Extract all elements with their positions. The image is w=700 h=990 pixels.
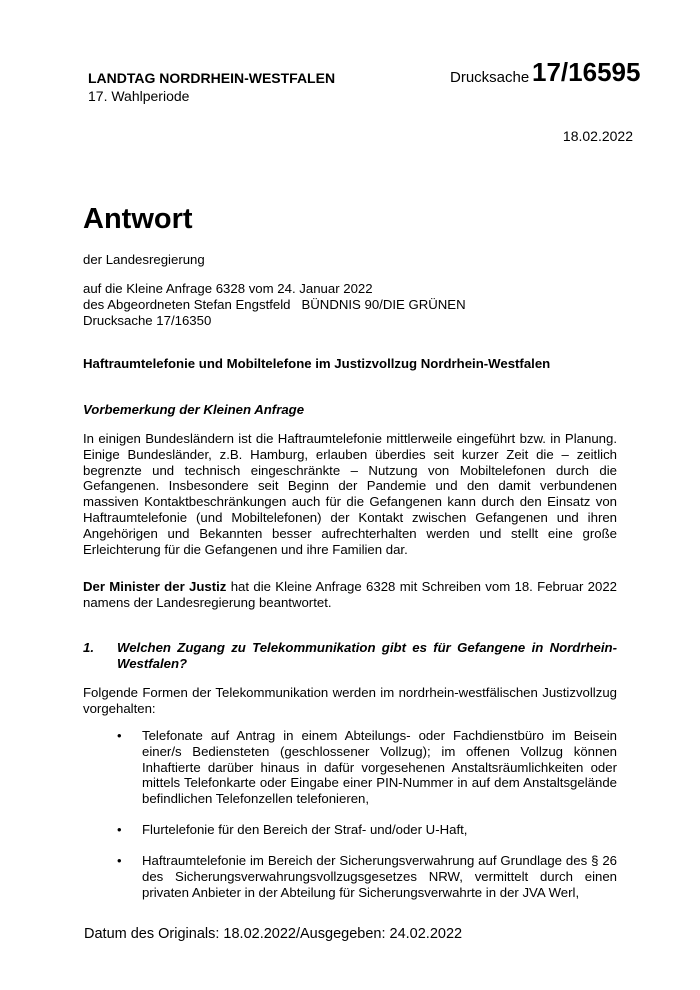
drucksache-number: 17/16595 [532, 57, 641, 87]
bullet-icon: • [117, 853, 122, 868]
bullet-icon: • [117, 822, 122, 837]
minister-text: hat die Kleine Anfrage 6328 mit Schreiben vom 18. Februar 2022 namens der Landesregierung beantwortet. [83, 579, 617, 610]
minister-name: Der Minister der Justiz [83, 579, 227, 594]
intro-line-3: des Abgeordneten Stefan Engstfeld BÜNDNIS 90/DIE GRÜNEN [83, 297, 466, 312]
intro-line-1: der Landesregierung [83, 252, 205, 267]
intro-line-2: auf die Kleine Anfrage 6328 vom 24. Januar 2022 [83, 281, 373, 296]
preamble-text: In einigen Bundesländern ist die Haftraumtelefonie mittlerweile eingeführt bzw. in Planung. Einige Bundesländer, z.B. Hamburg, erlauben überdies seit kurzer Zeit die – zeitlich begrenzte und technisch eingeschränkte – Nutzung von Mobiltelefonen durch die Gefangenen. Insbesondere seit Beginn der Pandemie und den damit verbundenen massiven Kontaktbeschränkungen auch für die Gefangenen kann durch den Einsatz von Haftraumtelefonie (und Mobiltelefonen) der Kontakt zwischen Gefangenen und ihren Angehörigen und Bekannten besser aufrechterhalten werden und stellt eine große Erleichterung für die Gefangenen und ihre Familien dar. [83, 431, 617, 557]
preamble-heading: Vorbemerkung der Kleinen Anfrage [83, 402, 305, 417]
subject-heading: Haftraumtelefonie und Mobiltelefone im Justizvollzug Nordrhein-Westfalen [83, 356, 551, 371]
list-item: Flurtelefonie für den Bereich der Straf- und/oder U-Haft, [142, 822, 468, 837]
legislative-period: 17. Wahlperiode [88, 88, 190, 104]
minister-paragraph [83, 579, 617, 611]
question-text: Welchen Zugang zu Telekommunikation gibt es für Gefangene in Nordrhein-Westfalen? [117, 640, 617, 671]
list-item: Haftraumtelefonie im Bereich der Sicherungsverwahrung auf Grundlage des § 26 des Sicherungsverwahrungsvollzugsgesetzes NRW, vermittelt durch einen privaten Anbieter in der Abteilung für Sicherungsverwahrte in der JVA Werl, [142, 853, 617, 900]
question-number: 1. [83, 640, 94, 655]
answer-intro: Folgende Formen der Telekommunikation werden im nordrhein-westfälischen Justizvollzug vorgehalten: [83, 685, 617, 716]
drucksache-label: Drucksache [450, 69, 530, 86]
page-title: Antwort [83, 203, 193, 235]
document-date: 18.02.2022 [562, 128, 633, 144]
intro-line-4: Drucksache 17/16350 [83, 313, 212, 328]
footer-date: Datum des Originals: 18.02.2022/Ausgegeben: 24.02.2022 [84, 926, 463, 942]
list-item: Telefonate auf Antrag in einem Abteilungs- oder Fachdienstbüro im Beisein einer/s Bediensteten (geschlossener Vollzug); im offenen Vollzug können Inhaftierte darüber hinaus in dafür vorgesehenen Anstaltsräumlichkeiten oder mittels Telefonkarte oder Eingabe einer PIN-Nummer in auf dem Anstaltsgelände befindlichen Telefonzellen telefonieren, [142, 728, 617, 807]
parliament-name: LANDTAG NORDRHEIN-WESTFALEN [88, 70, 336, 86]
bullet-icon: • [117, 728, 122, 743]
